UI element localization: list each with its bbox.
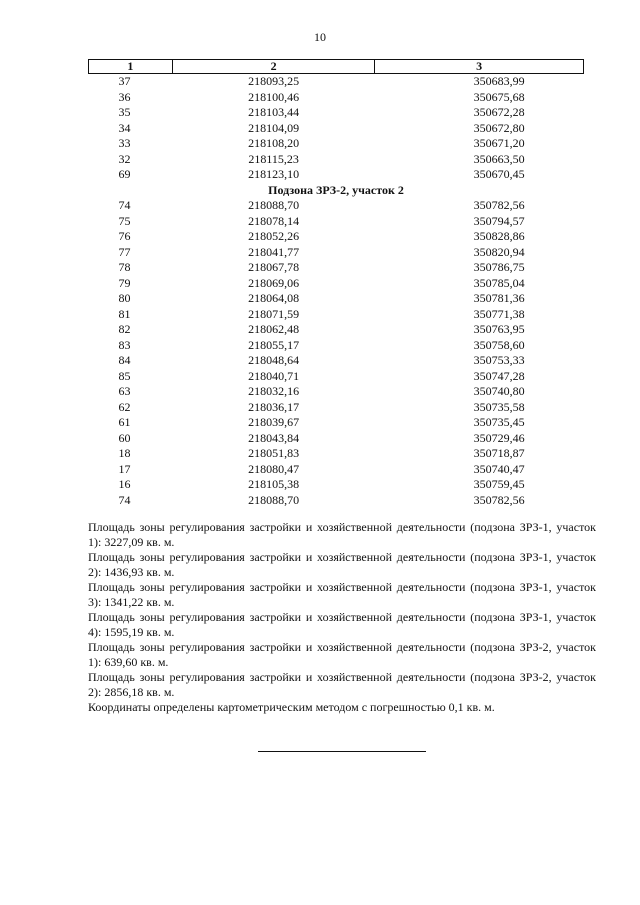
x-coordinate-cell: 218078,14 bbox=[248, 213, 300, 228]
x-coordinate-cell: 218115,23 bbox=[248, 151, 299, 166]
table-row bbox=[89, 167, 584, 183]
table-row bbox=[89, 493, 584, 509]
table-row bbox=[89, 291, 584, 307]
point-number-cell: 76 bbox=[118, 229, 131, 243]
y-coordinate-cell: 350670,45 bbox=[473, 167, 525, 181]
point-number-cell: 35 bbox=[118, 105, 131, 119]
y-coordinate-cell: 350758,60 bbox=[473, 337, 525, 352]
table-row bbox=[89, 245, 584, 261]
y-coordinate-cell: 350740,80 bbox=[473, 384, 525, 398]
point-number-cell: 33 bbox=[118, 136, 131, 150]
table-row bbox=[89, 136, 584, 152]
x-coordinate-cell: 218051,83 bbox=[248, 446, 300, 460]
point-number-cell: 36 bbox=[118, 89, 131, 104]
y-coordinate-cell: 350740,47 bbox=[473, 461, 525, 476]
table-row bbox=[89, 152, 584, 168]
area-summary-text bbox=[88, 520, 596, 715]
table-row bbox=[89, 400, 584, 416]
point-number-cell: 81 bbox=[118, 306, 131, 321]
area-paragraph: Площадь зоны регулирования застройки и хозяйственной деятельности (подзона ЗРЗ-1, участок 2): 1436,93 кв. м. bbox=[88, 550, 596, 579]
point-number-cell: 74 bbox=[118, 492, 131, 507]
x-coordinate-cell: 218108,20 bbox=[248, 136, 300, 150]
section-title: Подзона ЗРЗ-2, участок 2 bbox=[268, 182, 404, 197]
x-coordinate-cell: 218062,48 bbox=[248, 322, 300, 336]
page-number: 10 bbox=[314, 30, 326, 44]
table-row bbox=[89, 446, 584, 462]
x-coordinate-cell: 218043,84 bbox=[248, 430, 300, 445]
point-number-cell: 83 bbox=[118, 337, 131, 352]
area-paragraph: Площадь зоны регулирования застройки и хозяйственной деятельности (подзона ЗРЗ-2, участок 1): 639,60 кв. м. bbox=[88, 640, 596, 669]
x-coordinate-cell: 218080,47 bbox=[248, 461, 300, 476]
column-header-1: 1 bbox=[89, 60, 173, 74]
y-coordinate-cell: 350753,33 bbox=[473, 353, 525, 367]
table-row bbox=[89, 90, 584, 106]
area-paragraph: Площадь зоны регулирования застройки и хозяйственной деятельности (подзона ЗРЗ-1, участок 3): 1341,22 кв. м. bbox=[88, 580, 596, 609]
table-row bbox=[89, 477, 584, 493]
point-number-cell: 60 bbox=[118, 430, 131, 445]
y-coordinate-cell: 350794,57 bbox=[473, 213, 525, 228]
y-coordinate-cell: 350675,68 bbox=[473, 89, 525, 104]
point-number-cell: 61 bbox=[118, 415, 131, 429]
x-coordinate-cell: 218032,16 bbox=[248, 384, 300, 398]
area-paragraph: Площадь зоны регулирования застройки и хозяйственной деятельности (подзона ЗРЗ-1, участок 4): 1595,19 кв. м. bbox=[88, 610, 596, 639]
point-number-cell: 63 bbox=[118, 384, 131, 398]
point-number-cell: 79 bbox=[118, 275, 131, 290]
y-coordinate-cell: 350735,45 bbox=[473, 415, 525, 429]
x-coordinate-cell: 218105,38 bbox=[248, 477, 300, 491]
y-coordinate-cell: 350820,94 bbox=[473, 244, 525, 259]
table-row bbox=[89, 276, 584, 292]
x-coordinate-cell: 218067,78 bbox=[248, 260, 300, 274]
area-paragraph: Площадь зоны регулирования застройки и хозяйственной деятельности (подзона ЗРЗ-1, участок 1): 3227,09 кв. м. bbox=[88, 520, 596, 549]
table-row bbox=[89, 415, 584, 431]
table-header bbox=[89, 60, 584, 74]
point-number-cell: 37 bbox=[118, 74, 131, 88]
y-coordinate-cell: 350672,28 bbox=[473, 105, 525, 119]
point-number-cell: 32 bbox=[118, 151, 131, 166]
area-paragraph: Площадь зоны регулирования застройки и хозяйственной деятельности (подзона ЗРЗ-2, участок 2): 2856,18 кв. м. bbox=[88, 670, 596, 699]
point-number-cell: 84 bbox=[118, 353, 131, 367]
table-row bbox=[89, 214, 584, 230]
point-number-cell: 82 bbox=[118, 322, 131, 336]
signature-divider-line bbox=[258, 751, 426, 752]
table-row bbox=[89, 105, 584, 121]
y-coordinate-cell: 350663,50 bbox=[473, 151, 525, 166]
x-coordinate-cell: 218055,17 bbox=[248, 337, 300, 352]
x-coordinate-cell: 218104,09 bbox=[248, 120, 300, 135]
point-number-cell: 69 bbox=[118, 167, 131, 181]
table-row bbox=[89, 74, 584, 90]
point-number-cell: 78 bbox=[118, 260, 131, 274]
section-row bbox=[89, 183, 584, 199]
y-coordinate-cell: 350729,46 bbox=[473, 430, 525, 445]
point-number-cell: 85 bbox=[118, 368, 131, 383]
x-coordinate-cell: 218040,71 bbox=[248, 368, 300, 383]
y-coordinate-cell: 350759,45 bbox=[473, 477, 525, 491]
x-coordinate-cell: 218036,17 bbox=[248, 399, 300, 414]
y-coordinate-cell: 350771,38 bbox=[473, 306, 525, 321]
y-coordinate-cell: 350763,95 bbox=[473, 322, 525, 336]
point-number-cell: 80 bbox=[118, 291, 131, 305]
y-coordinate-cell: 350782,56 bbox=[473, 198, 525, 212]
y-coordinate-cell: 350735,58 bbox=[473, 399, 525, 414]
point-number-cell: 77 bbox=[118, 244, 131, 259]
point-number-cell: 17 bbox=[118, 461, 131, 476]
x-coordinate-cell: 218052,26 bbox=[248, 229, 300, 243]
table-row bbox=[89, 353, 584, 369]
y-coordinate-cell: 350782,56 bbox=[473, 492, 525, 507]
x-coordinate-cell: 218088,70 bbox=[248, 492, 300, 507]
point-number-cell: 18 bbox=[118, 446, 131, 460]
column-header-2: 2 bbox=[172, 60, 375, 74]
y-coordinate-cell: 350672,80 bbox=[473, 120, 525, 135]
table-row bbox=[89, 462, 584, 478]
column-header-3: 3 bbox=[375, 60, 584, 74]
table-row bbox=[89, 260, 584, 276]
y-coordinate-cell: 350786,75 bbox=[473, 260, 525, 274]
x-coordinate-cell: 218041,77 bbox=[248, 244, 300, 259]
coordinates-table bbox=[88, 59, 584, 508]
point-number-cell: 75 bbox=[118, 213, 131, 228]
y-coordinate-cell: 350747,28 bbox=[473, 368, 525, 383]
area-paragraph: Координаты определены картометрическим методом с погрешностью 0,1 кв. м. bbox=[88, 700, 495, 714]
point-number-cell: 62 bbox=[118, 399, 131, 414]
table-row bbox=[89, 369, 584, 385]
x-coordinate-cell: 218100,46 bbox=[248, 89, 300, 104]
table-row bbox=[89, 322, 584, 338]
y-coordinate-cell: 350781,36 bbox=[473, 291, 525, 305]
table-row bbox=[89, 121, 584, 137]
y-coordinate-cell: 350785,04 bbox=[473, 275, 525, 290]
x-coordinate-cell: 218069,06 bbox=[248, 275, 300, 290]
point-number-cell: 16 bbox=[118, 477, 131, 491]
x-coordinate-cell: 218039,67 bbox=[248, 415, 300, 429]
y-coordinate-cell: 350671,20 bbox=[473, 136, 525, 150]
y-coordinate-cell: 350828,86 bbox=[473, 229, 525, 243]
table-row bbox=[89, 338, 584, 354]
x-coordinate-cell: 218048,64 bbox=[248, 353, 300, 367]
x-coordinate-cell: 218064,08 bbox=[248, 291, 300, 305]
x-coordinate-cell: 218071,59 bbox=[248, 306, 300, 321]
y-coordinate-cell: 350718,87 bbox=[473, 446, 525, 460]
point-number-cell: 74 bbox=[118, 198, 131, 212]
y-coordinate-cell: 350683,99 bbox=[473, 74, 525, 88]
table-row bbox=[89, 307, 584, 323]
table-body bbox=[89, 74, 584, 509]
table-row bbox=[89, 198, 584, 214]
coordinates-table-container bbox=[88, 59, 584, 508]
point-number-cell: 34 bbox=[118, 120, 131, 135]
table-row bbox=[89, 431, 584, 447]
table-row bbox=[89, 384, 584, 400]
x-coordinate-cell: 218093,25 bbox=[248, 74, 300, 88]
x-coordinate-cell: 218103,44 bbox=[248, 105, 300, 119]
table-row bbox=[89, 229, 584, 245]
x-coordinate-cell: 218123,10 bbox=[248, 167, 300, 181]
x-coordinate-cell: 218088,70 bbox=[248, 198, 300, 212]
